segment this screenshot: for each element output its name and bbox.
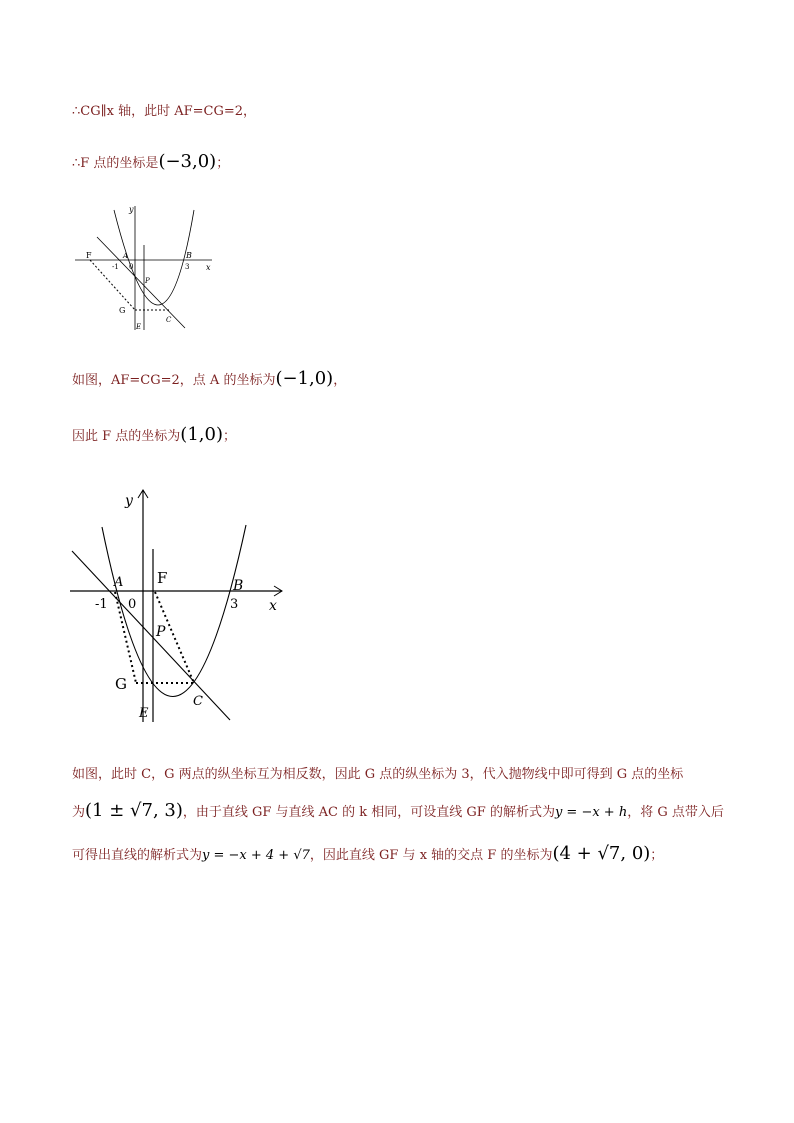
figure-1 [72,200,220,336]
line-2-coord: (−3,0) [158,151,217,172]
line-6-b: ，由于直线 GF 与直线 AC 的 k 相同，可设直线 GF 的解析式为 [182,805,555,820]
fig1-label-b: B [186,251,192,260]
line-3-coord: (−1,0) [275,368,334,389]
line-4-pre: 因此 F 点的坐标为 [72,429,181,444]
fig1-label-o: 0 [129,263,134,271]
fig2-label-f: F [157,569,168,587]
fig1-line-ac [97,237,185,328]
fig2-label-x: x [269,598,277,614]
text-line-1 [72,103,256,121]
line-6-eq: y = −x + h [554,805,628,820]
fig2-label-e: E [139,706,149,721]
line-6-c: ，将 G 点带入后 [627,805,724,820]
fig1-label-n1: -1 [112,263,119,271]
text-line-4 [72,426,236,446]
fig1-label-a: A [123,252,129,260]
text-line-7 [72,845,663,865]
text-line-6 [72,802,724,822]
line-1-text: ∴CG∥x 轴，此时 AF=CG=2， [72,104,256,119]
line-2-pre: ∴F 点的坐标是 [72,156,159,171]
fig2-label-y: y [125,493,133,509]
text-line-2 [72,153,229,173]
fig1-label-f: F [86,251,92,260]
line-6-a: 为 [72,805,86,820]
fig1-label-e: E [136,323,142,331]
fig1-label-g: G [119,306,126,315]
line-4-post: ； [222,429,236,444]
text-line-3 [72,370,346,390]
line-7-c: ； [650,848,664,863]
line-3-post: ， [333,373,347,388]
line-7-coord: (4 + √7, 0) [552,843,651,864]
line-7-b: ，因此直线 GF 与 x 轴的交点 F 的坐标为 [309,848,553,863]
line-7-eq: y = −x + 4 + √7 [202,848,310,863]
line-2-post: ； [216,156,230,171]
fig2-label-c: C [193,694,203,709]
fig2-label-3: 3 [230,597,239,612]
line-5-text: 如图，此时 C，G 两点的纵坐标互为相反数，因此 G 点的纵坐标为 3，代入抛物线中即可得到 G 点的坐标 [72,767,684,782]
fig1-label-p: P [145,277,150,285]
line-4-coord: (1,0) [180,424,223,445]
fig2-line-ac [72,551,230,720]
fig2-label-p: P [156,624,166,640]
fig2-label-b: B [233,578,244,594]
fig1-label-3: 3 [185,263,190,271]
line-6-coord: (1 ± √7, 3) [85,800,183,821]
fig2-label-n1: -1 [95,597,108,612]
text-line-5 [72,766,683,784]
fig1-label-x: x [206,263,211,272]
fig2-label-a: A [114,575,124,590]
line-7-a: 可得出直线的解析式为 [72,848,203,863]
line-3-pre: 如图，AF=CG=2，点 A 的坐标为 [72,373,276,388]
fig2-parabola [102,525,246,697]
fig2-label-o: 0 [128,597,137,612]
fig1-label-c: C [166,316,172,324]
fig2-label-g: G [115,675,127,693]
figure-2 [70,487,290,727]
fig1-label-y: y [129,205,134,214]
